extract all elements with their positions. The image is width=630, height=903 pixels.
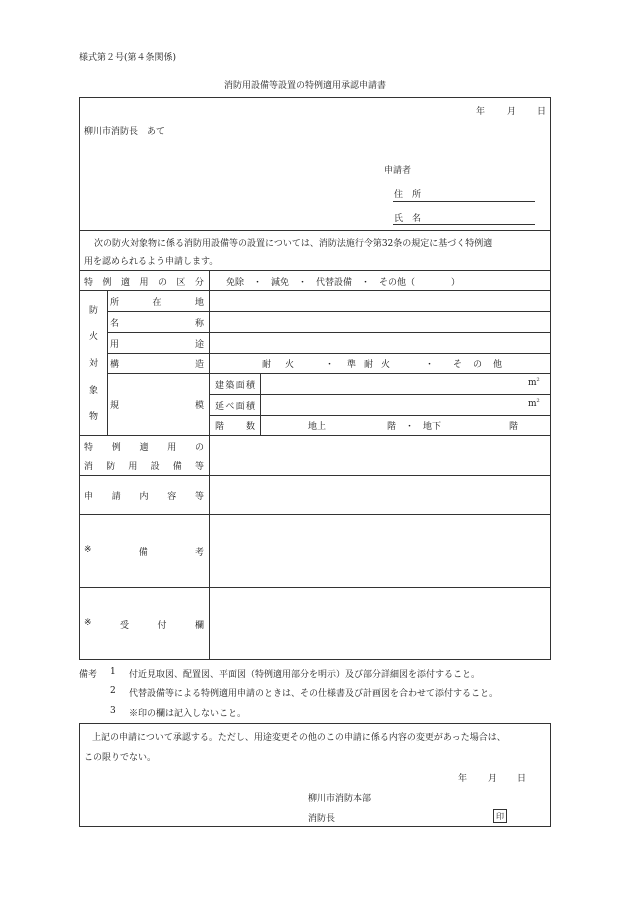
content-field[interactable]	[209, 475, 551, 514]
equipment-field[interactable]	[209, 435, 551, 475]
header-date-year: 年	[476, 107, 486, 117]
content-label: 申 請 内 容 等	[84, 492, 204, 502]
structure-label: 構 造	[110, 360, 204, 370]
bldg-side-1: 防	[89, 306, 99, 316]
approval-chief: 消防長	[308, 814, 336, 824]
applicant-name-label: 氏 名	[394, 214, 422, 224]
structure-option-other[interactable]: その他	[453, 360, 514, 370]
use-label: 用 途	[110, 340, 204, 350]
name-label: 名 称	[110, 319, 204, 329]
location-field[interactable]	[209, 290, 551, 311]
floors-above-label: 地上	[308, 422, 327, 432]
floors-mid-label: 階 ・ 地下	[387, 422, 442, 432]
applicant-address-label: 住 所	[394, 190, 422, 200]
equipment-label-1: 特 例 適 用 の	[84, 443, 204, 453]
header-date-day: 日	[537, 107, 547, 117]
approval-organization: 柳川市消防本部	[308, 794, 372, 804]
floor-area-unit: $m^2$	[528, 398, 540, 409]
applicant-label: 申請者	[384, 166, 412, 176]
addressee: 柳川市消防長 あて	[84, 127, 166, 137]
name-field[interactable]	[209, 311, 551, 332]
notes-prefix: 備考	[79, 670, 98, 680]
reception-label: ※ 受 付 欄	[84, 618, 204, 631]
bldg-side-5: 物	[89, 412, 99, 422]
bldg-side-2: 火	[89, 332, 99, 342]
approval-text-line-1: 上記の申請について承認する。ただし、用途変更その他のこの申請に係る内容の変更があった場合は、	[92, 733, 506, 743]
approval-text-line-2: この限りでない。	[84, 753, 157, 763]
form-number: 様式第２号(第４条関係)	[79, 53, 177, 63]
category-options[interactable]: 免除 ・ 減免 ・ 代替設備 ・ その他（ ）	[226, 278, 461, 288]
applicant-address-field[interactable]	[393, 201, 535, 202]
structure-option-semi-fireproof[interactable]: 準耐火	[347, 360, 399, 370]
bldg-side-3: 対	[89, 359, 99, 369]
bldg-side-4: 象	[89, 386, 99, 396]
building-area-unit: $m^2$	[528, 377, 540, 388]
header-date-month: 月	[507, 107, 517, 117]
floors-end-label: 階	[509, 422, 519, 432]
applicant-name-field[interactable]	[393, 224, 535, 225]
request-text-line-2: 用を認められるよう申請します。	[84, 257, 219, 267]
structure-option-fireproof[interactable]: 耐火	[262, 360, 309, 370]
note-3-text: ※印の欄は記入しないこと。	[129, 709, 247, 719]
note-1-text: 付近見取図、配置図、平面図（特例適用部分を明示）及び部分詳細図を添付すること。	[129, 670, 481, 680]
structure-sep-1: ・	[325, 360, 335, 370]
approval-date-year: 年	[458, 774, 468, 784]
location-label: 所 在 地	[110, 298, 204, 308]
remarks-mark: ※	[84, 545, 92, 555]
equipment-label-2: 消 防 用 設 備 等	[84, 462, 204, 472]
use-field[interactable]	[209, 332, 551, 353]
structure-sep-2: ・	[425, 360, 435, 370]
category-label: 特 例 適 用 の 区 分	[84, 278, 204, 288]
floors-label: 階 数	[215, 422, 255, 432]
building-area-label: 建 築 面 積	[215, 381, 255, 391]
note-1-num: 1	[110, 667, 116, 677]
scale-label: 規 模	[110, 401, 204, 411]
note-2-text: 代替設備等による特例適用申請のときは、その仕様書及び計画図を合わせて添付すること。	[129, 689, 499, 699]
note-3-num: 3	[110, 706, 116, 716]
note-2-num: 2	[110, 686, 116, 696]
remarks-field	[209, 514, 551, 587]
page-title: 消防用設備等設置の特例適用承認申請書	[224, 81, 387, 91]
request-text-line-1: 次の防火対象物に係る消防用設備等の設置については、消防法施行令第32条の規定に基づく特例適	[94, 239, 493, 249]
approval-date-day: 日	[517, 774, 527, 784]
reception-field	[209, 587, 551, 660]
seal-mark: 印	[493, 809, 507, 823]
floor-area-label: 延 べ 面 積	[215, 402, 255, 412]
approval-date-month: 月	[488, 774, 498, 784]
remarks-label: ※ 備 考	[84, 545, 204, 558]
